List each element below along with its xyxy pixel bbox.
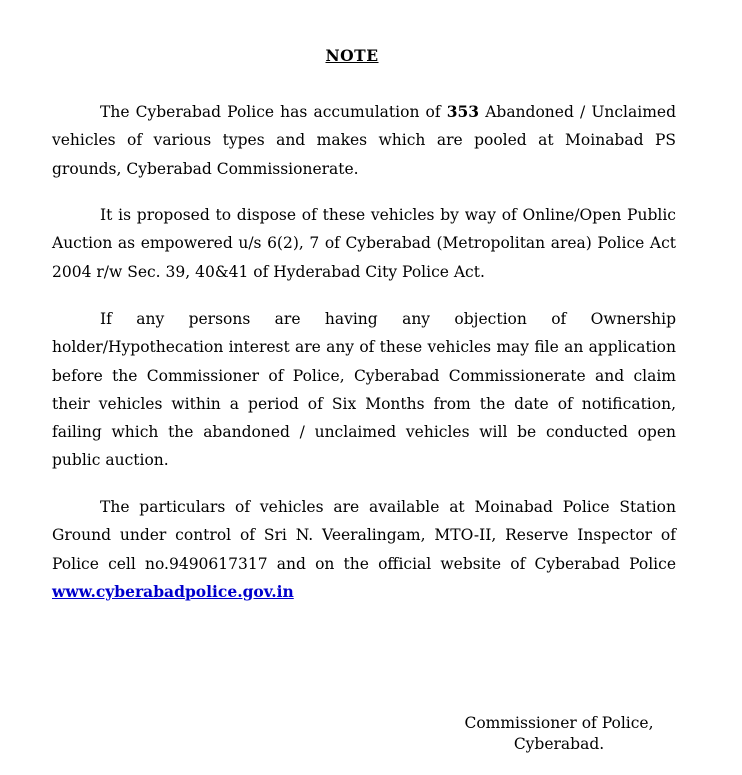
signature-location: Cyberabad. <box>513 735 605 753</box>
paragraph-disposal-proposal: It is proposed to dispose of these vehicles by way of Online/Open Public Auction as empowered u/s 6(2), 7 of Cyberabad (Metropolitan area) Police Act 2004 r/w Sec. 39, 40&41 of Hyderabad City Police Act. <box>52 206 676 281</box>
p1-text-before: The Cyberabad Police has accumulation of <box>100 103 447 121</box>
p4-text: The particulars of vehicles are available at Moinabad Police Station Ground under control of Sri N. Veeralingam, MTO-II, Reserve Inspector of Police cell no.9490617317 and on the official website of Cyberabad Police <box>52 498 676 573</box>
note-title: NOTE <box>325 46 379 65</box>
website-link[interactable]: www.cyberabadpolice.gov.in <box>52 581 294 601</box>
paragraph-objection-claim: If any persons are having any objection of Ownership holder/Hypothecation interest are any of these vehicles may file an application before the Commissioner of Police, Cyberabad Commissionerate and claim their vehicles within a period of Six Months from the date of notification, failing which the abandoned / unclaimed vehicles will be conducted open public auction. <box>52 310 676 470</box>
p1-text-after: Abandoned / Unclaimed vehicles of various types and makes which are pooled at Moinabad PS grounds, Cyberabad Commissionerate. <box>52 103 676 178</box>
paragraph-accumulation <box>52 98 676 183</box>
signature-block <box>452 713 666 755</box>
paragraph-particulars <box>52 493 676 606</box>
vehicle-count: 353 <box>446 102 480 121</box>
signature-title: Commissioner of Police, <box>464 714 654 732</box>
